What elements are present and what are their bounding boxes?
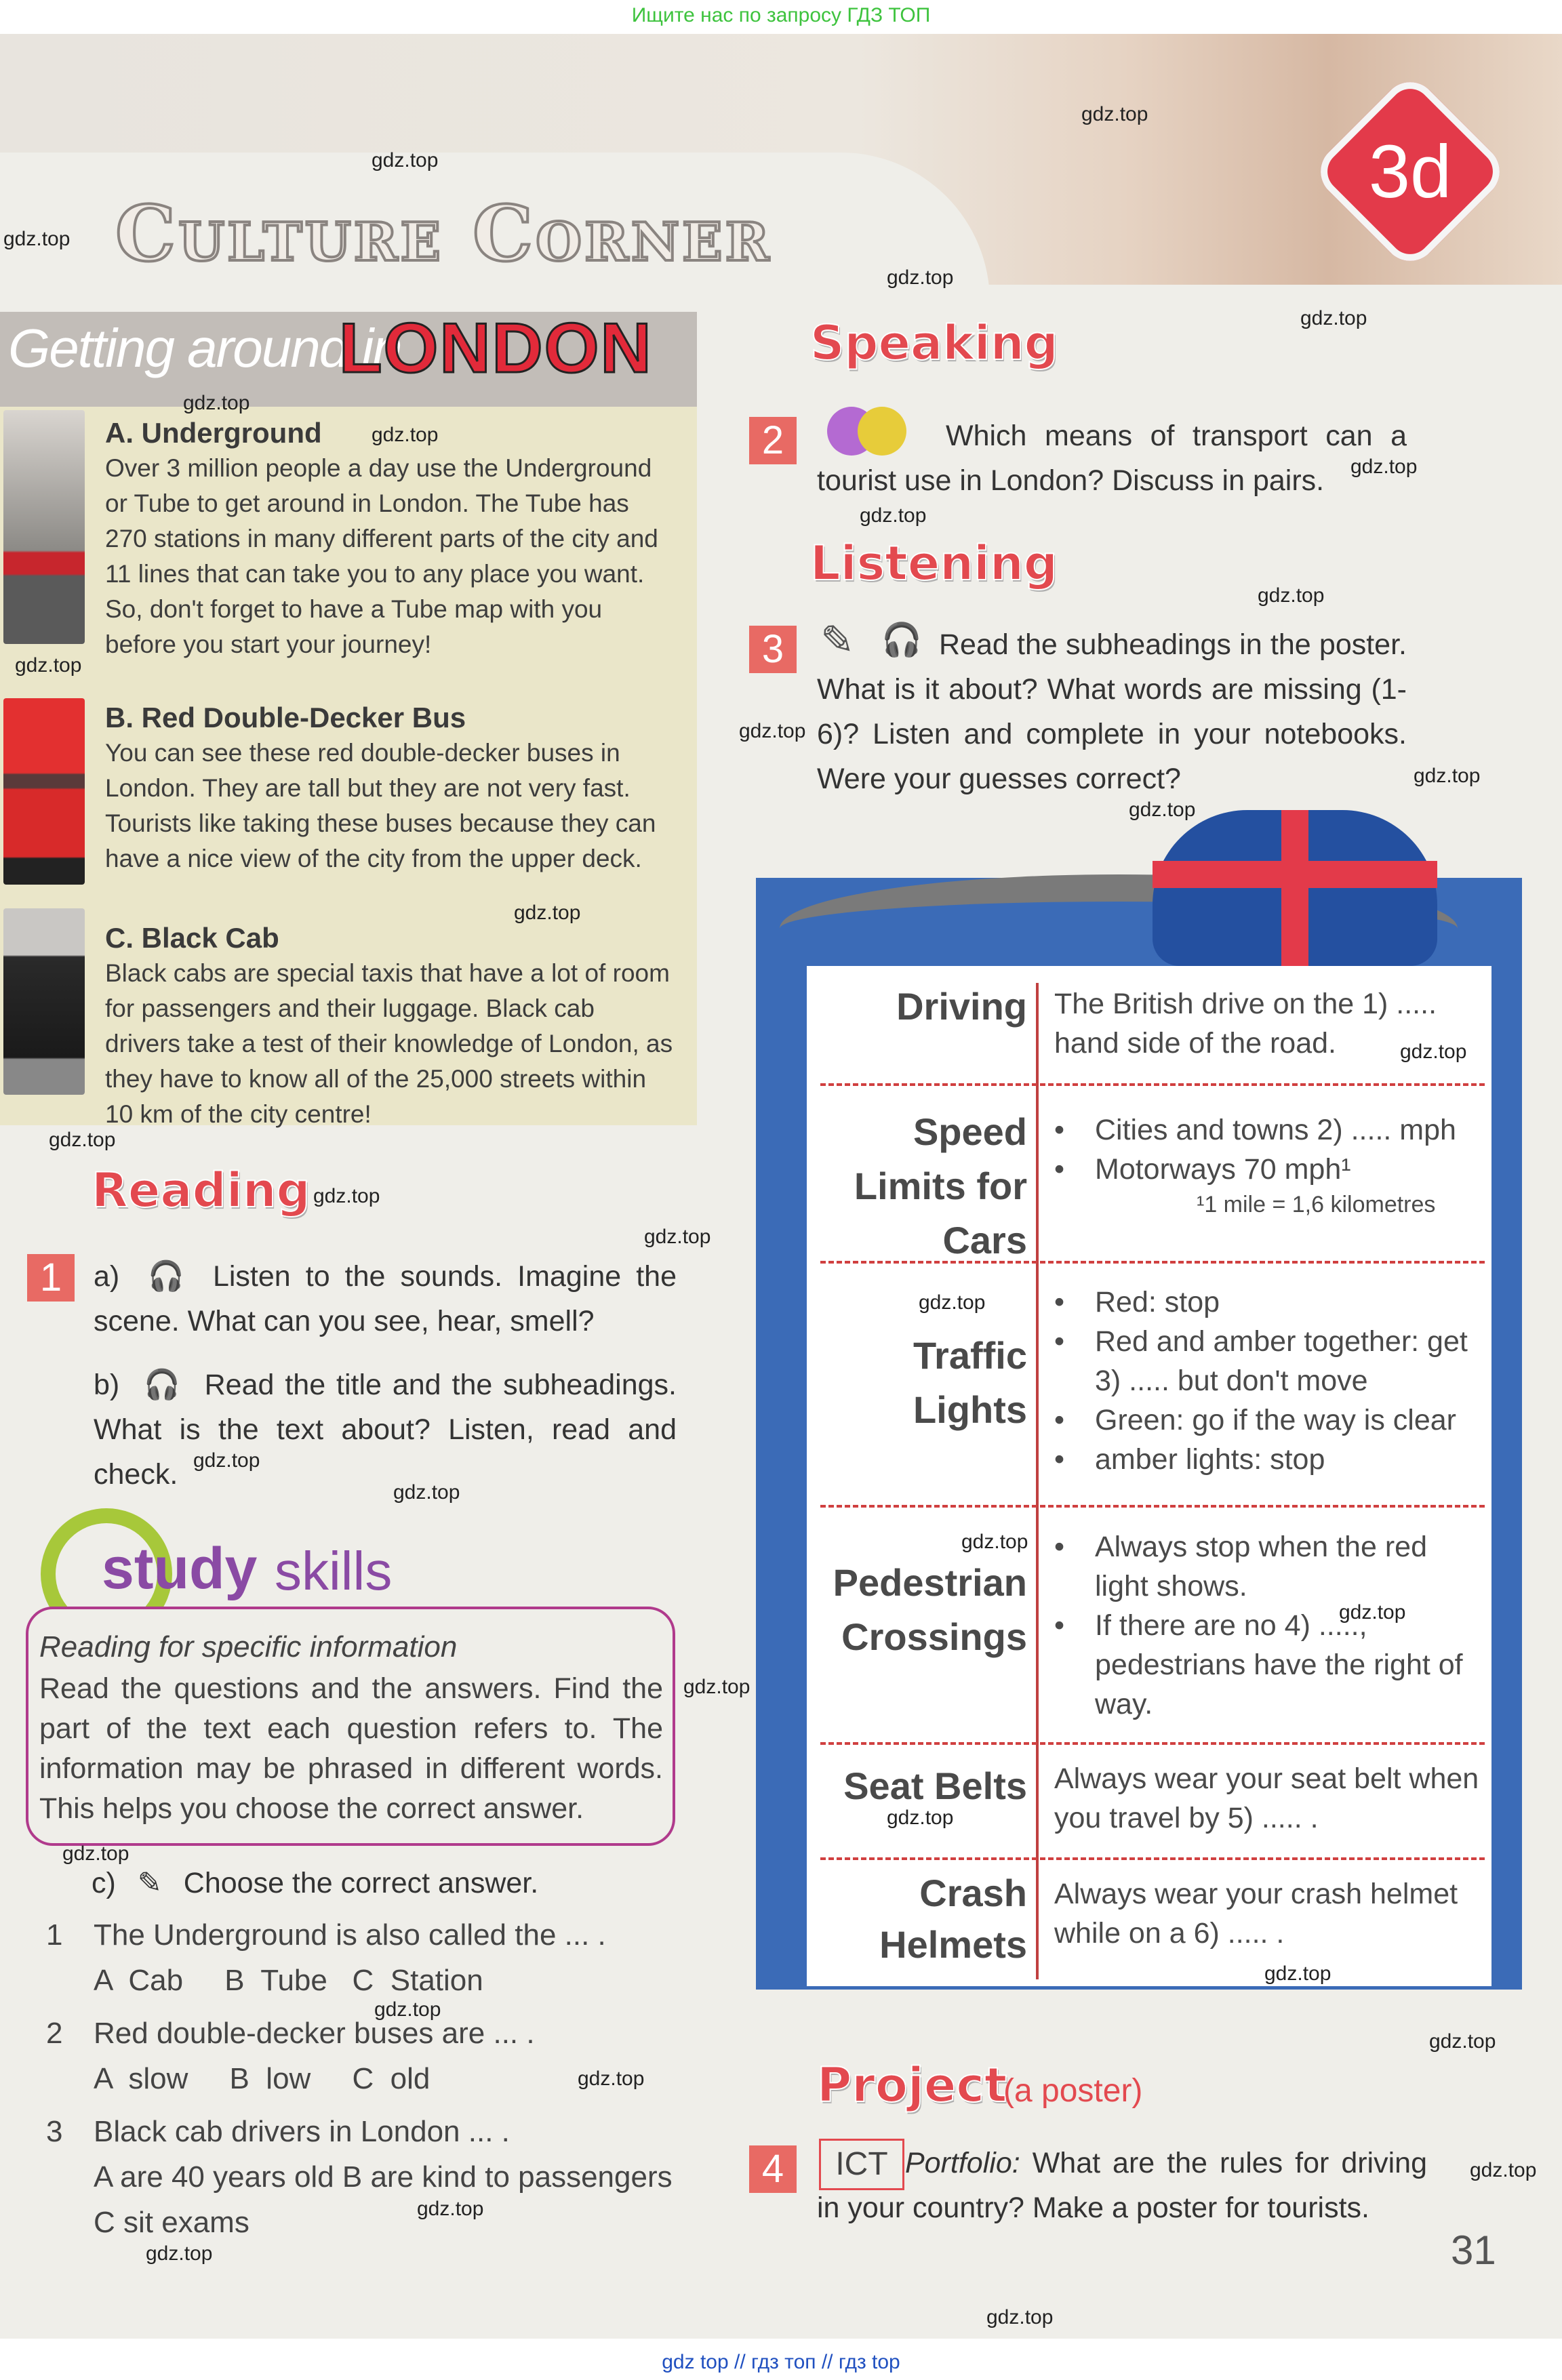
watermark: gdz.top — [372, 424, 439, 446]
study-box-title: Reading for specific information — [39, 1630, 458, 1663]
watermark: gdz.top — [193, 1449, 260, 1472]
watermark: gdz.top — [1129, 799, 1196, 821]
exercise-1c — [92, 1861, 675, 1905]
ict-badge: ICT — [819, 2139, 904, 2190]
question-2-number: 2 — [46, 2017, 63, 2050]
black-cab-photo — [3, 908, 85, 1095]
watermark: gdz.top — [986, 2306, 1054, 2328]
watermark: gdz.top — [1339, 1601, 1406, 1623]
poster-row-label-speed: Speed Limits for Cars — [854, 1110, 1027, 1262]
poster-row-text-helmets: Always wear your crash helmet while on a 6) ..... . — [1054, 1878, 1458, 1950]
pen-icon: ✎ — [137, 1867, 162, 1899]
exercise-1a-label: a) — [94, 1260, 120, 1293]
article-a-heading: A. Underground — [105, 417, 322, 449]
reading-heading: Reading — [92, 1163, 311, 1218]
top-banner[interactable]: Ищите нас по запросу ГДЗ ТОП — [0, 0, 1562, 34]
speed-footnote: ¹1 mile = 1,6 kilometres — [1197, 1192, 1436, 1217]
poster-row-text-driving: The British drive on the 1) ..... hand side of the road. — [1054, 988, 1437, 1060]
banner-city: LONDON — [339, 309, 653, 388]
pedestrian-bullet-2: • If there are no 4) ....., pedestrians have the right of way. — [1054, 1606, 1481, 1724]
poster-row-label-traffic: Traffic Lights — [913, 1334, 1027, 1431]
study-box-text: Read the questions and the answers. Find the part of the text each question refers to. The information may be phrased in different words. This helps you choose the correct answer. — [39, 1672, 663, 1825]
portfolio-label: Portfolio: — [905, 2147, 1020, 2179]
poster-row-separator — [820, 1505, 1485, 1508]
watermark: gdz.top — [15, 654, 82, 677]
poster-row-text-speed — [1054, 1110, 1481, 1220]
watermark: gdz.top — [417, 2198, 484, 2220]
watermark: gdz.top — [183, 392, 250, 414]
poster-row-text-pedestrian — [1054, 1527, 1481, 1724]
pedestrian-bullet-1: • Always stop when the red light shows. — [1054, 1527, 1481, 1606]
exercise-1c-text: Choose the correct answer. — [183, 1867, 539, 1899]
watermark: gdz.top — [1258, 584, 1325, 607]
watermark: gdz.top — [372, 149, 439, 172]
article-c-heading: C. Black Cab — [105, 922, 279, 954]
speaking-heading: Speaking — [810, 315, 1058, 371]
poster-row-separator — [820, 1083, 1485, 1086]
traffic-bullet-3: • Green: go if the way is clear — [1054, 1400, 1481, 1440]
watermark: gdz.top — [1264, 1962, 1331, 1985]
pen-icon: ✎ — [820, 618, 855, 663]
traffic-bullet-2: • Red and amber together: get 3) ..... but don't move — [1054, 1322, 1481, 1400]
question-1-text: The Underground is also called the ... . — [94, 1918, 606, 1952]
poster-row-text-traffic — [1054, 1283, 1481, 1479]
watermark: gdz.top — [374, 1998, 441, 2021]
banner-prefix: Getting around in — [8, 318, 401, 378]
underground-photo — [3, 410, 85, 644]
watermark: gdz.top — [683, 1676, 750, 1698]
culture-corner-title: Culture Corner — [115, 190, 772, 279]
exercise-3-text: Read the subheadings in the poster. What is it about? What words are missing (1-6)? Listen and complete in your notebooks. Were your guesses correct? — [817, 628, 1407, 795]
exercise-1b-text: Read the title and the subheadings. What is the text about? Listen, read and check. — [94, 1369, 677, 1491]
exercise-2-text: Which means of transport can a tourist use in London? Discuss in pairs. — [817, 420, 1407, 497]
question-1-number: 1 — [46, 1918, 63, 1952]
watermark: gdz.top — [1470, 2159, 1537, 2181]
listening-heading: Listening — [810, 536, 1058, 591]
bottom-banner[interactable]: gdz top // гдз топ // гдз top — [0, 2345, 1562, 2380]
article-a-body: Over 3 million people a day use the Underground or Tube to get around in London. The Tube has 270 stations in many different parts of the city and 11 lines that can take you to any place you want. So, don't forget to have a Tube map with you before you start your journey! — [105, 454, 658, 658]
skills-word: skills — [275, 1541, 393, 1601]
poster-row-separator — [820, 1742, 1485, 1745]
speed-bullet-2: • Motorways 70 mph¹ — [1054, 1150, 1481, 1189]
traffic-bullet-1: • Red: stop — [1054, 1283, 1481, 1322]
traffic-bullet-4: • amber lights: stop — [1054, 1440, 1481, 1479]
headphones-icon: 🎧 — [144, 1369, 180, 1401]
poster-divider — [1036, 983, 1039, 1979]
watermark: gdz.top — [739, 720, 806, 742]
watermark: gdz.top — [146, 2242, 213, 2265]
watermark: gdz.top — [1081, 103, 1148, 125]
question-2-options: A slow B low C old — [94, 2062, 430, 2095]
watermark: gdz.top — [393, 1481, 460, 1504]
project-subtitle: (a poster) — [1003, 2073, 1143, 2109]
unit-badge-label: 3d — [1368, 130, 1452, 214]
watermark: gdz.top — [860, 504, 927, 527]
headphones-icon: 🎧 — [881, 622, 922, 658]
watermark: gdz.top — [887, 1807, 954, 1829]
exercise-1-number: 1 — [27, 1254, 75, 1302]
watermark: gdz.top — [1429, 2030, 1496, 2053]
exercise-1a — [94, 1254, 677, 1344]
question-2-text: Red double-decker buses are ... . — [94, 2017, 535, 2050]
watermark: gdz.top — [578, 2068, 645, 2090]
poster-row-text-seatbelts: Always wear your seat belt when you travel by 5) ..... . — [1054, 1762, 1479, 1834]
exercise-4-text — [817, 2141, 1427, 2230]
question-3-text: Black cab drivers in London ... . — [94, 2115, 510, 2148]
project-heading: Project — [817, 2057, 1007, 2113]
question-1-options: A Cab B Tube C Station — [94, 1964, 483, 1997]
exercise-2-number: 2 — [749, 417, 797, 464]
watermark: gdz.top — [961, 1531, 1028, 1553]
poster-row-label-pedestrian: Pedestrian Crossings — [833, 1561, 1027, 1658]
exercise-1b — [94, 1363, 677, 1497]
watermark: gdz.top — [887, 266, 954, 289]
exercise-1b-label: b) — [94, 1369, 120, 1401]
question-3-options-c: C sit exams — [94, 2206, 249, 2239]
double-decker-photo — [3, 698, 85, 885]
poster-row-label-seatbelts: Seat Belts — [843, 1764, 1027, 1807]
poster-row-label-driving: Driving — [896, 985, 1027, 1028]
poster-row-separator — [820, 1857, 1485, 1860]
article-c-body: Black cabs are special taxis that have a lot of room for passengers and their luggage. Black cab drivers take a test of their knowledge of London, as they have to know all of the 25,000 streets within 10 km of the city centre! — [105, 959, 673, 1128]
poster-row-label-helmets: Crash Helmets — [879, 1872, 1027, 1966]
watermark: gdz.top — [514, 902, 581, 924]
union-jack-car-stripe — [1281, 810, 1308, 966]
question-3-number: 3 — [46, 2115, 63, 2148]
watermark: gdz.top — [1400, 1041, 1467, 1063]
watermark: gdz.top — [919, 1291, 986, 1314]
watermark: gdz.top — [62, 1842, 129, 1865]
watermark: gdz.top — [3, 228, 71, 250]
article-b-heading: B. Red Double-Decker Bus — [105, 702, 466, 733]
watermark: gdz.top — [1414, 765, 1481, 787]
watermark: gdz.top — [644, 1226, 711, 1248]
speed-bullet-1: • Cities and towns 2) ..... mph — [1054, 1110, 1481, 1150]
page-number: 31 — [1451, 2227, 1496, 2273]
watermark: gdz.top — [49, 1129, 116, 1151]
exercise-1c-label: c) — [92, 1867, 116, 1899]
exercise-3-number: 3 — [749, 626, 797, 673]
question-3-options: A are 40 years old B are kind to passengers — [94, 2160, 673, 2194]
study-word: study — [102, 1536, 258, 1601]
watermark: gdz.top — [313, 1185, 380, 1207]
headphones-icon: 🎧 — [148, 1260, 184, 1293]
watermark: gdz.top — [1300, 307, 1367, 329]
exercise-1a-text: Listen to the sounds. Imagine the scene. What can you see, hear, smell? — [94, 1260, 677, 1337]
article-b-body: You can see these red double-decker buses in London. They are tall but they are not very fast. Tourists like taking these buses because they can have a nice view of the city from the upper deck. — [105, 739, 656, 872]
exercise-4-number: 4 — [749, 2145, 797, 2193]
watermark: gdz.top — [1350, 456, 1418, 478]
exercise-4-body: What are the rules for driving in your country? Make a poster for tourists. — [817, 2147, 1427, 2224]
